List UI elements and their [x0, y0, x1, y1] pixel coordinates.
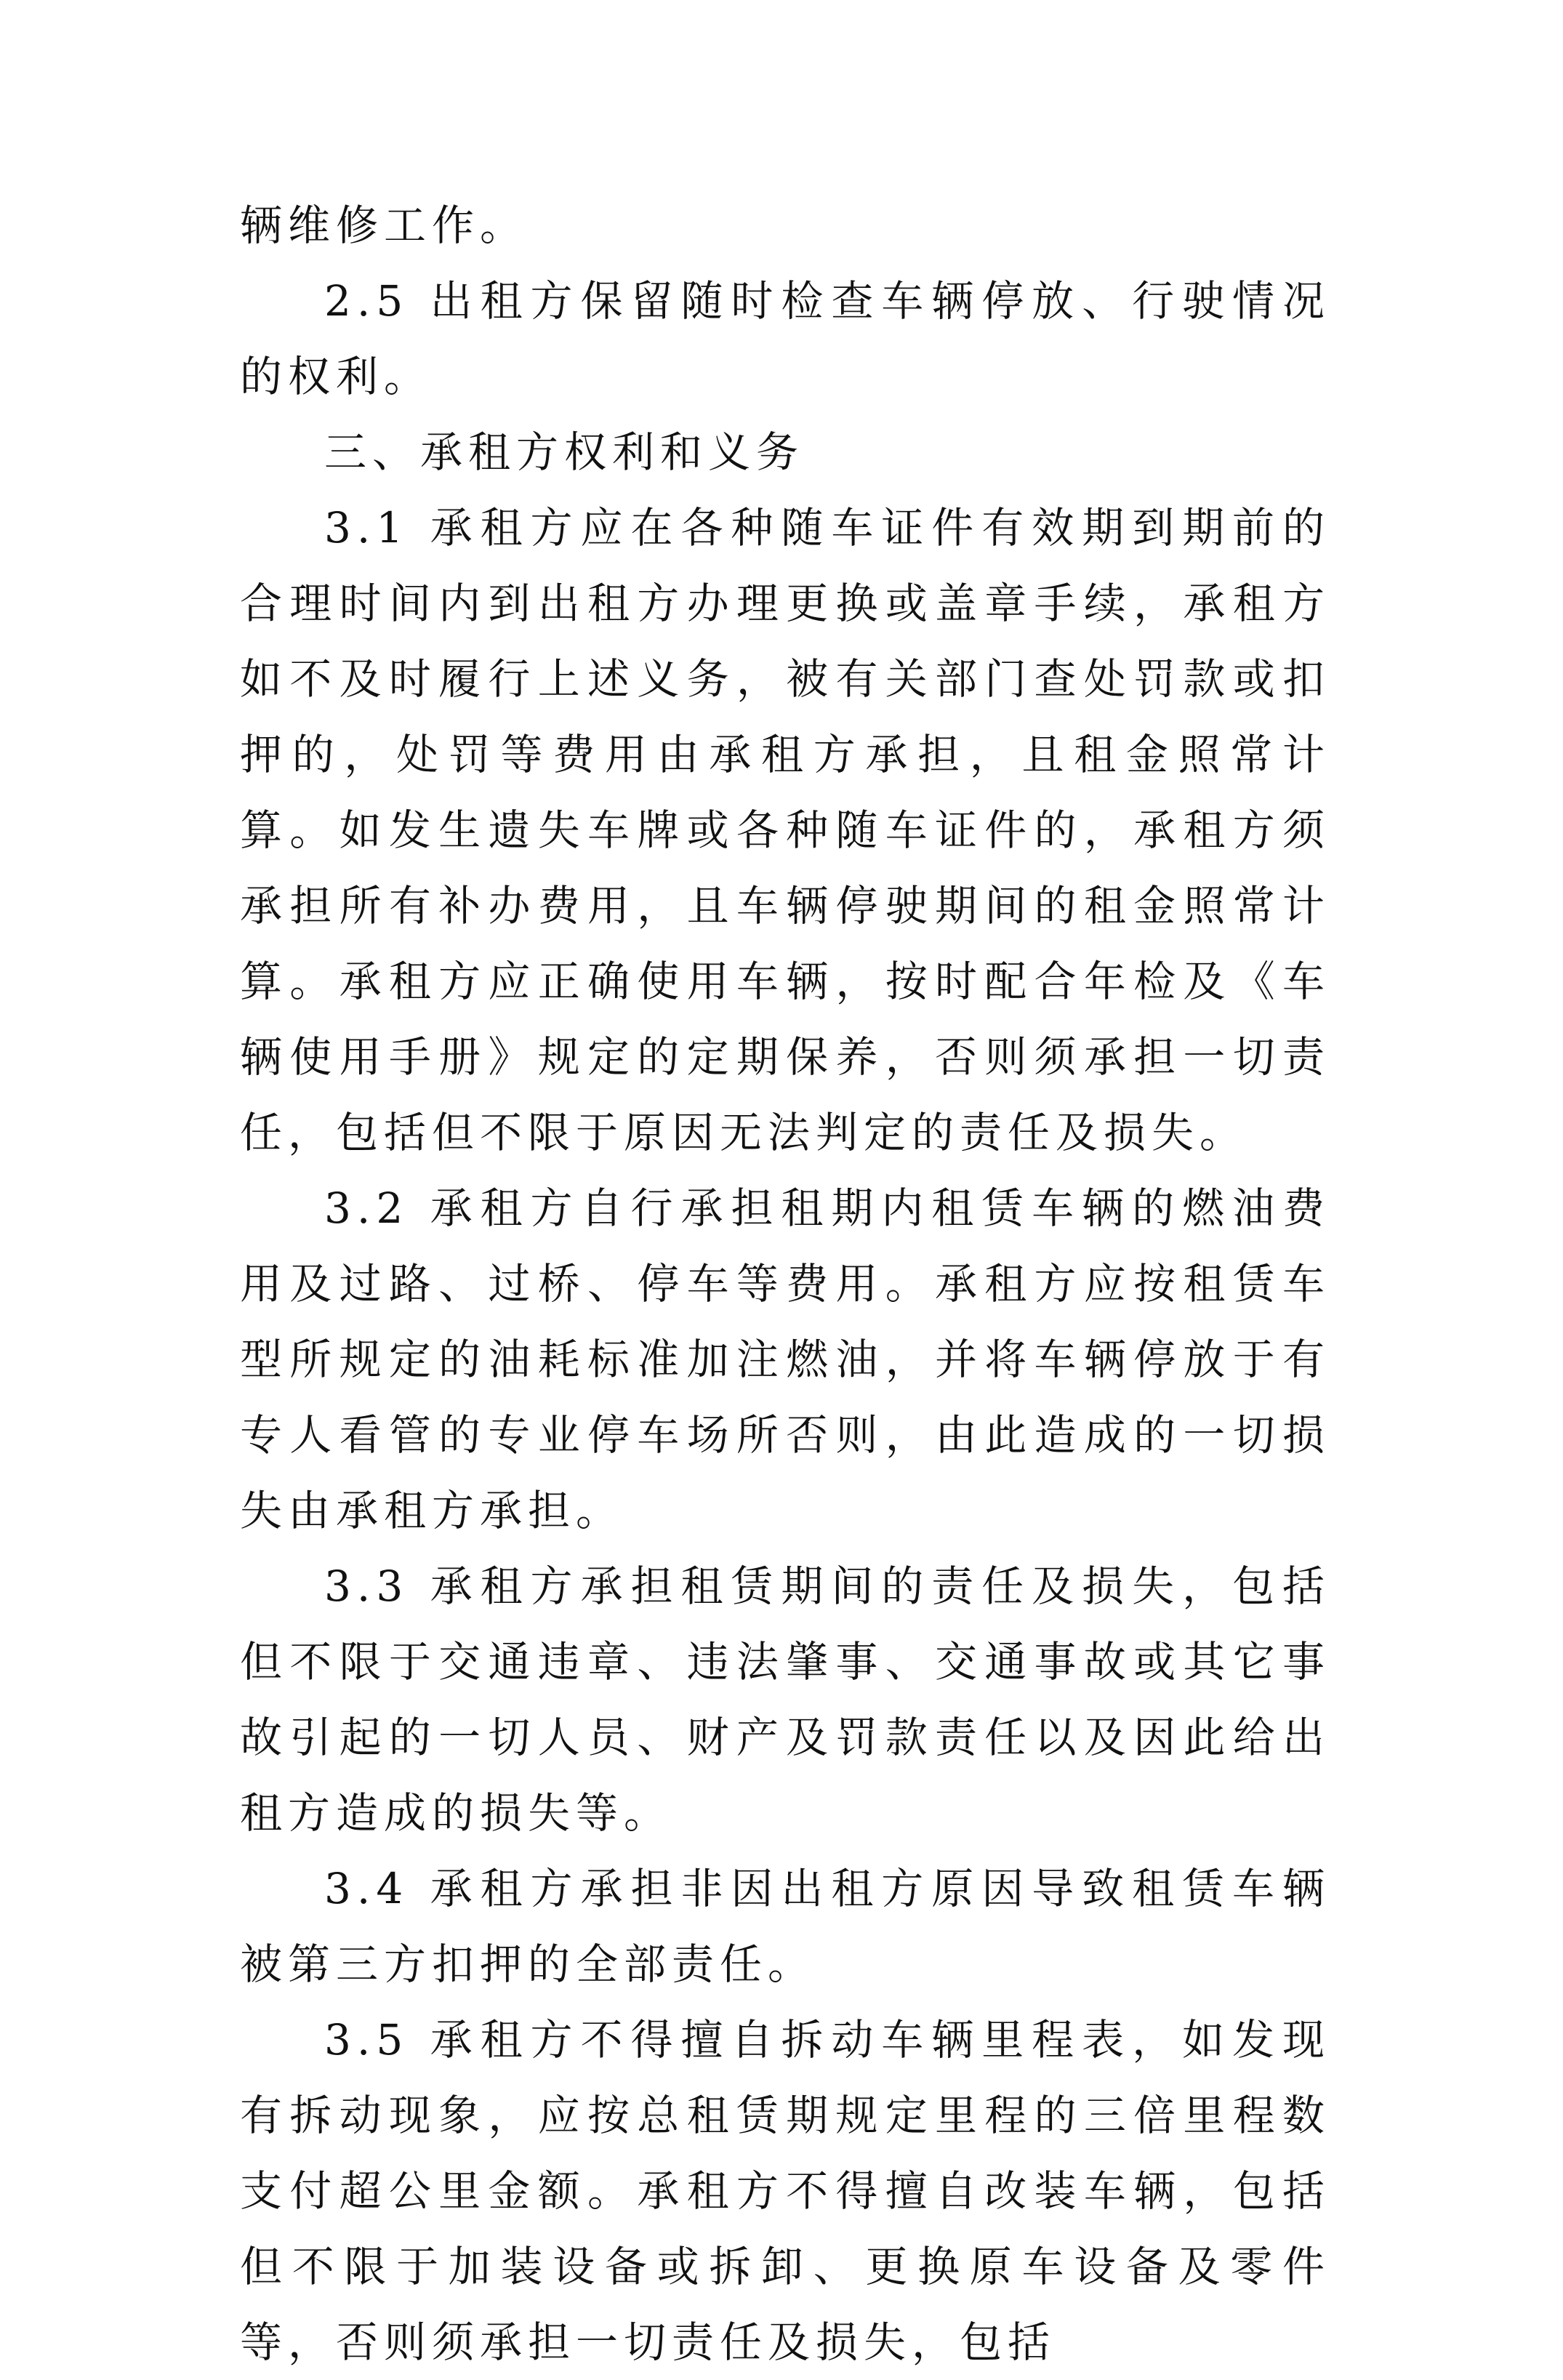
clause-3-4: 3.4 承租方承担非因出租方原因导致租赁车辆被第三方扣押的全部责任。 [240, 1864, 1330, 1989]
clause-2-5: 2.5 出租方保留随时检查车辆停放、行驶情况的权利。 [240, 276, 1330, 401]
clause-3-5: 3.5 承租方不得擅自拆动车辆里程表，如发现有拆动现象，应按总租赁期规定里程的三倍里程数支付超公里金额。承租方不得擅自改装车辆，包括但不限于加装设备或拆卸、更换原车设备及零件等，否则须承担一切责任及损失，包括 [240, 2015, 1330, 2367]
clause-3-1: 3.1 承租方应在各种随车证件有效期到期前的合理时间内到出租方办理更换或盖章手续，承租方如不及时履行上述义务，被有关部门查处罚款或扣押的，处罚等费用由承租方承担，且租金照常计算。如发生遗失车牌或各种随车证件的，承租方须承担所有补办费用，且车辆停驶期间的租金照常计算。承租方应正确使用车辆，按时配合年检及《车辆使用手册》规定的定期保养，否则须承担一切责任，包括但不限于原因无法判定的责任及损失。 [240, 503, 1330, 1157]
clause-3-3: 3.3 承租方承担租赁期间的责任及损失，包括但不限于交通违章、违法肇事、交通事故或其它事故引起的一切人员、财产及罚款责任以及因此给出租方造成的损失等。 [240, 1561, 1330, 1838]
document-body [240, 188, 1330, 2380]
paragraph-continuation: 辆维修工作。 [240, 201, 529, 250]
section-heading-3: 三、承租方权利和义务 [324, 427, 805, 477]
clause-3-2: 3.2 承租方自行承担租期内租赁车辆的燃油费用及过路、过桥、停车等费用。承租方应按租赁车型所规定的油耗标准加注燃油，并将车辆停放于有专人看管的专业停车场所否则，由此造成的一切损失由承租方承担。 [240, 1183, 1330, 1535]
